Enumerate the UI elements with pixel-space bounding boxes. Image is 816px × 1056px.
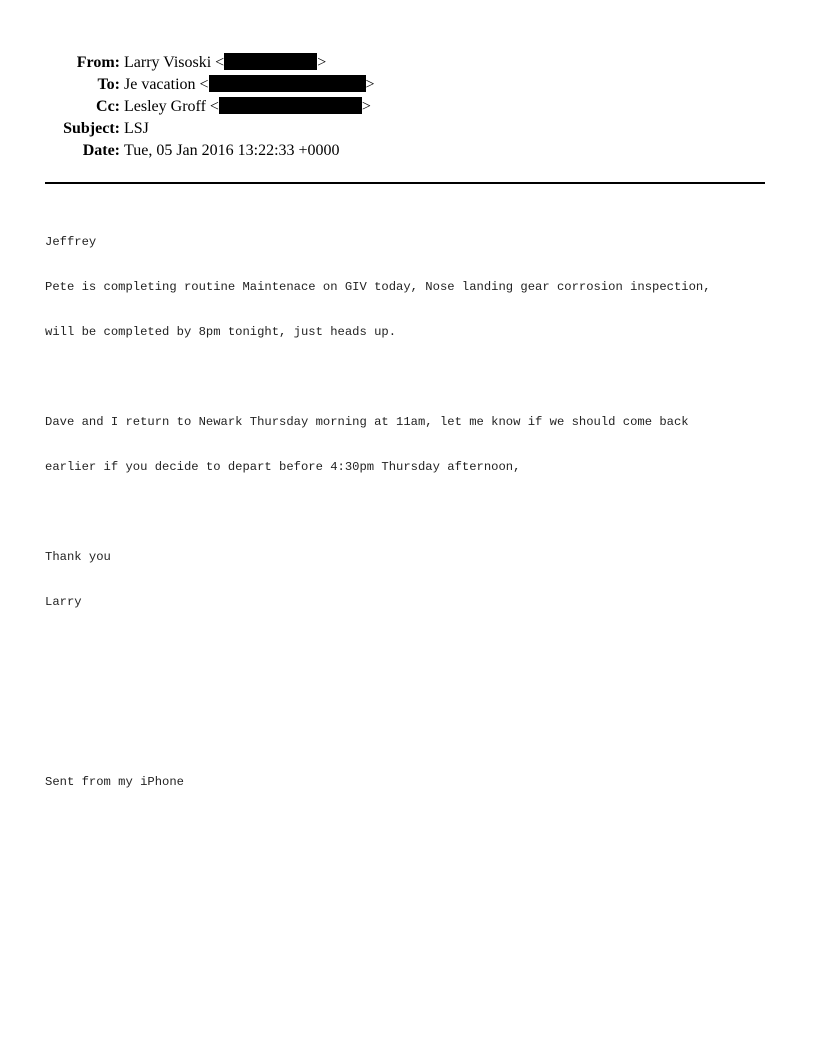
body-footer: Sent from my iPhone (45, 775, 184, 789)
blank-line (45, 730, 775, 745)
body-paragraph-2-line-2: earlier if you decide to depart before 4:30pm Thursday afternoon, (45, 460, 521, 474)
date-label: Date: (82, 142, 120, 159)
cc-label: Cc: (96, 98, 120, 115)
cc-row (0, 96, 816, 118)
subject-label: Subject: (63, 120, 120, 137)
body-signature: Larry (45, 595, 82, 609)
redacted-cc-email (219, 97, 362, 114)
to-close: > (365, 76, 375, 93)
header-divider (45, 182, 765, 184)
cc-close: > (361, 98, 371, 115)
blank-line (45, 640, 775, 655)
body-paragraph-1-line-1: Pete is completing routine Maintenace on GIV today, Nose landing gear corrosion inspection, (45, 280, 711, 294)
body-closing: Thank you (45, 550, 111, 564)
subject-value: LSJ (124, 120, 149, 137)
email-body (45, 205, 775, 805)
date-value: Tue, 05 Jan 2016 13:22:33 +0000 (124, 142, 340, 159)
from-name: Larry Visoski < (124, 54, 225, 71)
from-row (0, 52, 816, 74)
redacted-from-email (224, 53, 317, 70)
to-value (124, 74, 375, 96)
to-row (0, 74, 816, 96)
blank-line (45, 685, 775, 700)
body-paragraph-2-line-1: Dave and I return to Newark Thursday morning at 11am, let me know if we should come back (45, 415, 689, 429)
to-name: Je vacation < (124, 76, 209, 93)
from-value (124, 52, 326, 74)
date-row (0, 140, 816, 162)
from-close: > (317, 54, 327, 71)
from-label: From: (76, 54, 120, 71)
body-greeting: Jeffrey (45, 235, 97, 249)
subject-row (0, 118, 816, 140)
redacted-to-email (209, 75, 366, 92)
email-header (0, 52, 816, 162)
blank-line (45, 505, 775, 520)
to-label: To: (97, 76, 120, 93)
body-paragraph-1-line-2: will be completed by 8pm tonight, just heads up. (45, 325, 397, 339)
cc-name: Lesley Groff < (124, 98, 219, 115)
blank-line (45, 370, 775, 385)
cc-value (124, 96, 371, 118)
